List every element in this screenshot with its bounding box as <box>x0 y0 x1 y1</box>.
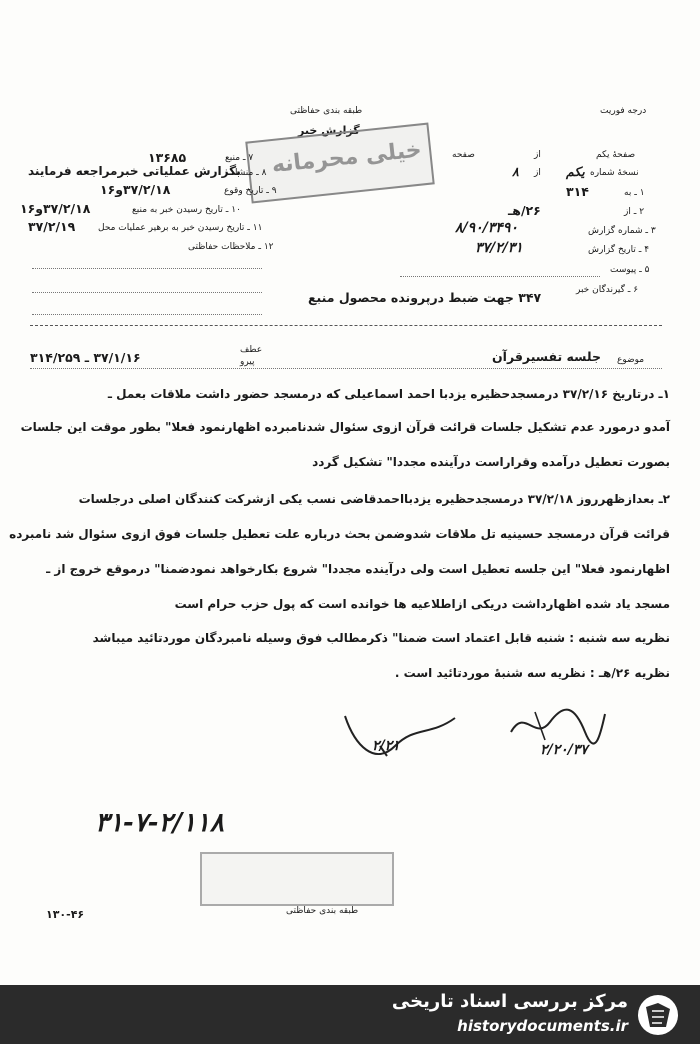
dotted-line <box>32 268 262 269</box>
page-total-label: صفحه <box>452 150 475 160</box>
date-received-ops-value: ۳۷/۲/۱۹ <box>28 219 76 234</box>
urgency-label: درجه فوریت <box>600 106 647 116</box>
to-label: ۱ ـ به <box>624 188 645 198</box>
attachment-label: ۵ ـ پیوست <box>610 265 650 275</box>
body-line: آمدو درمورد عدم تشکیل جلسات قرائت قرآن ازوی سئوال شدنامبرده اظهارنمود فعلا" بطور موقت این جلسات <box>20 420 670 434</box>
date-received-source-value: ۳۷/۲/۱۸و۱۶ <box>20 201 91 216</box>
right-signature-date: ۲/۲۰/۳۷ <box>540 742 588 758</box>
ref-label-bottom: پیرو <box>240 357 255 367</box>
archive-url: historydocuments.ir <box>457 1017 628 1035</box>
dotted-line <box>32 314 262 315</box>
dotted-line <box>400 276 600 277</box>
body-line: بصورت تعطیل درآمده وقراراست درآینده مجددا" تشکیل گردد <box>312 455 670 469</box>
to-value: ۳۱۴ <box>566 184 589 199</box>
archive-name: مرکز بررسی اسناد تاریخی <box>391 991 628 1012</box>
body-line: اظهارنمود فعلا" این جلسه تعطیل است ولی درآینده مجددا" شروع بکارخواهد نمودضمنا" درموقع خروج از ـ <box>46 562 670 576</box>
report-date-label: ۴ ـ تاریخ گزارش <box>588 245 650 255</box>
stamp-text: خیلی محرمانه <box>270 137 423 179</box>
bottom-stamp <box>200 852 394 906</box>
date-received-source-label: ۱۰ ـ تاریخ رسیدن خبر به منبع <box>132 205 241 215</box>
ref-value: ۳۷/۱/۱۶ ـ ۳۱۴/۲۵۹ <box>30 350 141 365</box>
report-number-value: ۸/۹۰/۳۴۹۰ <box>455 220 518 236</box>
subject-label: موضوع <box>617 355 645 365</box>
ref-label-top: عطف <box>240 345 263 355</box>
copy-total: ۸ <box>512 164 519 179</box>
subject-value: جلسه تفسیرقرآن <box>492 349 601 364</box>
left-signature-date: ۲/۲۱ <box>372 738 400 754</box>
body-line: ۲ـ بعدازظهرروز ۳۷/۲/۱۸ درمسجدحظیره یزدبااحمدقاضی نسب یکی ازشرکت کنندگان اصلی درجلسات <box>78 492 670 506</box>
date-occurrence-label: ۹ ـ تاریخ وقوع <box>224 186 277 196</box>
archive-footer <box>0 985 700 1044</box>
report-title: گزارش خبر <box>298 124 360 137</box>
source-value: ۱۳۶۸۵ <box>148 150 187 165</box>
date-received-ops-label: ۱۱ ـ تاریخ رسیدن خبر به برهیر عملیات محل <box>98 223 263 233</box>
origin-label: ۸ ـ منشا <box>235 168 267 178</box>
archive-logo-icon <box>636 993 680 1037</box>
body-line: قرائت قرآن درمسجد حسینیه تل ملاقات شدوضمن بحث درباره علت تعطیل جلسات فوق ازوی سئوال شد نامبرده <box>9 527 670 541</box>
body-line: نظریه ۲۶/هـ : نظریه سه شنبهٔ موردتائید است . <box>394 666 670 680</box>
page-from: از <box>534 150 541 160</box>
copy-from: از <box>534 168 541 178</box>
left-signature <box>335 706 465 776</box>
page-code: ۱۳۰-۴۶ <box>46 908 85 921</box>
body-line: نظریه سه شنبه : شنبه قابل اعتماد است ضمنا" ذکرمطالب فوق وسیله نامبردگان موردتائید میباشد <box>92 631 670 645</box>
page-label: صفحهٔ یکم <box>596 150 636 160</box>
date-occurrence-value: ۳۷/۲/۱۸و۱۶ <box>100 182 171 197</box>
recipients-value: ۳۴۷ جهت ضبط درپرونده محصول منبع <box>308 290 542 305</box>
dotted-line <box>32 292 262 293</box>
handwritten-number: ۳۱-۷-۲/۱۱۸ <box>95 808 224 838</box>
origin-value: بگزارش عملیاتی خبرمراجعه فرمایند <box>28 164 241 178</box>
report-date-value: ۳۷/۲/۳۱ <box>475 240 523 256</box>
copy-value: یکم <box>566 164 585 179</box>
body-line: مسجد یاد شده اظهارداشت دریکی ازاطلاعیه ها خوانده است که پول حزب حرام است <box>174 597 670 611</box>
source-label: ۷ ـ منبع <box>225 153 254 163</box>
from-value: ۲۶/هـ <box>508 203 541 218</box>
body-line: ۱ـ درتاریخ ۳۷/۲/۱۶ درمسجدحظیره یزدبا احمد اسماعیلی که درمسجد حضور داشت ملاقات بعمل ـ <box>107 387 670 401</box>
report-number-label: ۳ ـ شماره گزارش <box>588 226 656 236</box>
security-notes-label: ۱۲ ـ ملاحظات حفاظتی <box>188 242 274 252</box>
copy-label: نسخهٔ شماره <box>590 168 639 178</box>
separator-line <box>30 325 662 326</box>
recipients-label: ۶ ـ گیرندگان خبر <box>576 285 639 295</box>
classification-label-bottom: طبقه بندی حفاظتی <box>286 906 359 916</box>
dotted-line <box>30 368 662 369</box>
from-label: ۲ ـ از <box>624 207 645 217</box>
classification-label-top: طبقه بندی حفاظتی <box>290 106 363 116</box>
